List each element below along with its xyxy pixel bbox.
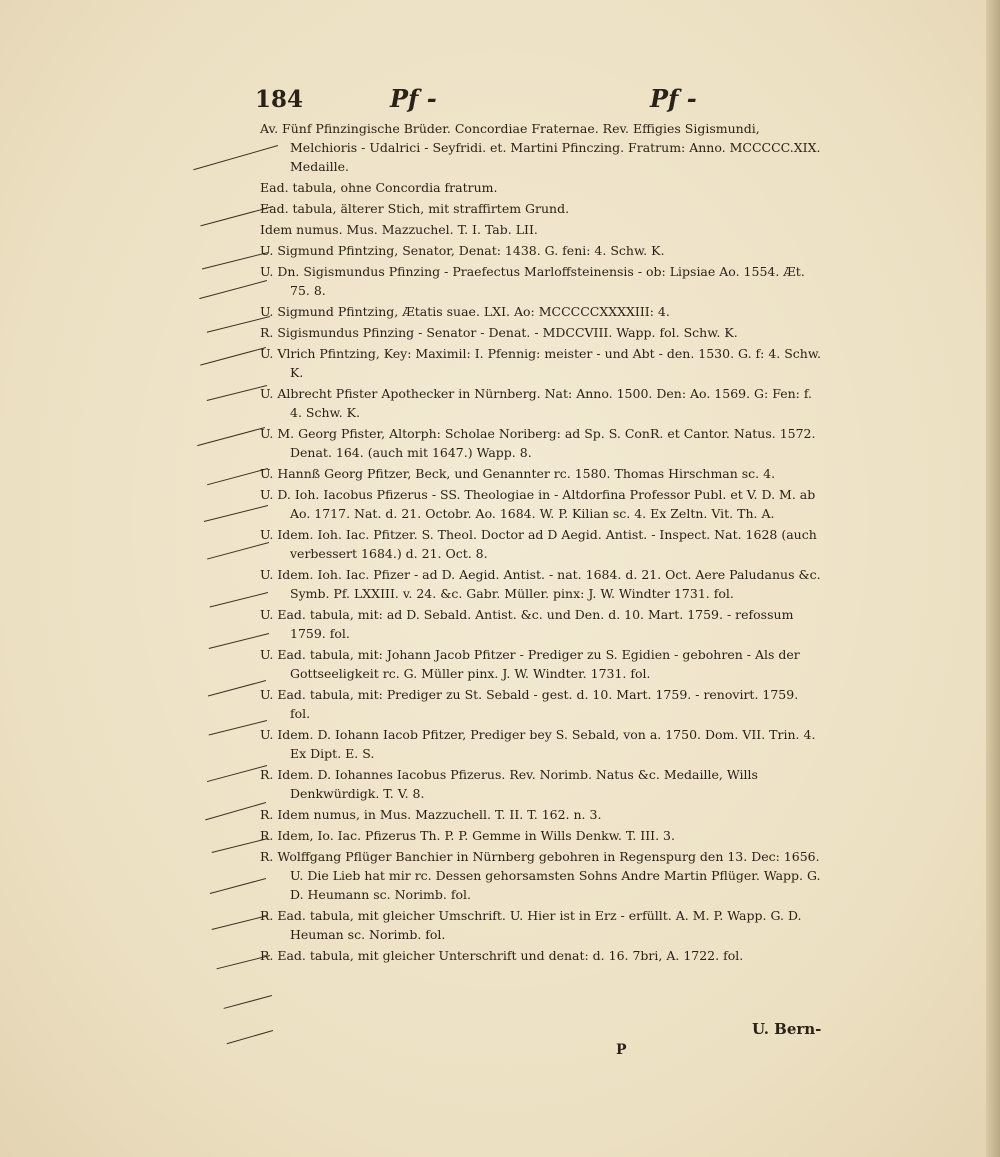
signature-mark: P [616, 1042, 627, 1058]
margin-tick [200, 347, 266, 366]
catalog-entry: R. Sigismundus Pfinzing - Senator - Denat. - MDCCVIII. Wapp. fol. Schw. K. [260, 325, 738, 340]
catalog-entries [260, 119, 822, 967]
page-edge [986, 0, 1000, 1157]
catalog-entry: U. Idem. D. Iohann Iacob Pfitzer, Prediger bey S. Sebald, von a. 1750. Dom. VII. Trin. 4. Ex Dipt. E. S. [260, 727, 816, 761]
header-catchword-left: Pf - [390, 84, 437, 113]
margin-tick [207, 385, 267, 401]
catalog-entry: U. Ead. tabula, mit: Prediger zu St. Sebald - gest. d. 10. Mart. 1759. - renovirt. 1759. fol. [260, 687, 799, 721]
margin-tick [227, 1030, 274, 1045]
margin-tick [207, 765, 267, 782]
catalog-entry: Idem numus. Mus. Mazzuchel. T. I. Tab. LII. [260, 222, 538, 237]
margin-tick [210, 878, 266, 894]
catalog-entry: Ead. tabula, älterer Stich, mit straffirtem Grund. [260, 201, 570, 216]
catalog-entry: U. M. Georg Pfister, Altorph: Scholae Noriberg: ad Sp. S. ConR. et Cantor. Natus. 1572. Denat. 164. (auch mit 1647.) Wapp. 8. [260, 426, 816, 460]
catalog-entry: U. D. Ioh. Iacobus Pfizerus - SS. Theologiae in - Altdorfina Professor Publ. et V. D. M. ab Ao. 1717. Nat. d. 21. Octobr. Ao. 1684. W. P. Kilian sc. 4. Ex Zeltn. Vit. Th. A. [260, 487, 816, 521]
catalog-entry: U. Ead. tabula, mit: ad D. Sebald. Antist. &c. und Den. d. 10. Mart. 1759. - refossum 1759. fol. [260, 607, 794, 641]
catalog-entry: U. Albrecht Pfister Apothecker in Nürnberg. Nat: Anno. 1500. Den: Ao. 1569. G: Fen: f. 4. Schw. K. [260, 386, 812, 420]
catalog-entry: R. Wolffgang Pflüger Banchier in Nürnberg gebohren in Regenspurg den 13. Dec: 1656. U. Die Lieb hat mir rc. Dessen gehorsamsten Sohns Andre Martin Pflüger. Wapp. G. D. Heumann sc. Norimb. fol. [260, 849, 821, 902]
header-catchword-right: Pf - [650, 84, 697, 113]
catchword: U. Bern- [752, 1020, 822, 1038]
margin-tick [202, 252, 268, 270]
catalog-entry: U. Sigmund Pfintzing, Ætatis suae. LXI. Ao: MCCCCCXXXXIII: 4. [260, 304, 670, 319]
margin-tick [197, 427, 265, 446]
catalog-entry: R. Ead. tabula, mit gleicher Unterschrift und denat: d. 16. 7bri, A. 1722. fol. [260, 948, 744, 963]
margin-tick [205, 802, 266, 821]
margin-tick [207, 468, 268, 486]
catalog-entry: Av. Fünf Pfinzingische Brüder. Concordiae Fraternae. Rev. Effigies Sigismundi, Melchioris - Udalrici - Seyfridi. et. Martini Pfinczing. Fratrum: Anno. MCCCCC.XIX. Medaille. [260, 121, 821, 174]
catalog-entry: U. Vlrich Pfintzing, Key: Maximil: I. Pfennig: meister - und Abt - den. 1530. G. f: 4. Schw. K. [260, 346, 822, 380]
page-number: 184 [255, 86, 304, 113]
catalog-entry: U. Sigmund Pfintzing, Senator, Denat: 1438. G. feni: 4. Schw. K. [260, 243, 665, 258]
margin-tick [199, 280, 267, 299]
catalog-entry: Ead. tabula, ohne Concordia fratrum. [260, 180, 498, 195]
margin-tick [209, 720, 268, 736]
catalog-entry: U. Ead. tabula, mit: Johann Jacob Pfitzer - Prediger zu S. Egidien - gebohren - Als der Gottseeligkeit rc. G. Müller pinx. J. W. Windter. 1731. fol. [260, 647, 800, 681]
catalog-entry: U. Dn. Sigismundus Pfinzing - Praefectus Marloffsteinensis - ob: Lipsiae Ao. 1554. Æt. 75. 8. [260, 264, 805, 298]
margin-tick [208, 680, 266, 697]
catalog-entry: R. Idem numus, in Mus. Mazzuchell. T. II. T. 162. n. 3. [260, 807, 602, 822]
catalog-entry: U. Idem. Ioh. Iac. Pfitzer. S. Theol. Doctor ad D Aegid. Antist. - Inspect. Nat. 1628 (auch verbessert 1684.) d. 21. Oct. 8. [260, 527, 817, 561]
catalog-entry: U. Hannß Georg Pfitzer, Beck, und Genannter rc. 1580. Thomas Hirschman sc. 4. [260, 466, 776, 481]
catalog-entry: U. Idem. Ioh. Iac. Pfizer - ad D. Aegid. Antist. - nat. 1684. d. 21. Oct. Aere Paludanus &c. Symb. Pf. LXXIII. v. 24. &c. Gabr. Müller. pinx: J. W. Windter 1731. fol. [260, 567, 821, 601]
margin-tick [204, 505, 268, 522]
margin-tick [224, 995, 273, 1009]
catalog-entry: R. Idem, Io. Iac. Pfizerus Th. P. P. Gemme in Wills Denkw. T. III. 3. [260, 828, 675, 843]
catalog-entry: R. Ead. tabula, mit gleicher Umschrift. U. Hier ist in Erz - erfüllt. A. M. P. Wapp. G. D. Heuman sc. Norimb. fol. [260, 908, 802, 942]
catalog-entry: R. Idem. D. Iohannes Iacobus Pfizerus. Rev. Norimb. Natus &c. Medaille, Wills Denkwürdigk. T. V. 8. [260, 767, 758, 801]
page-header [255, 84, 815, 114]
